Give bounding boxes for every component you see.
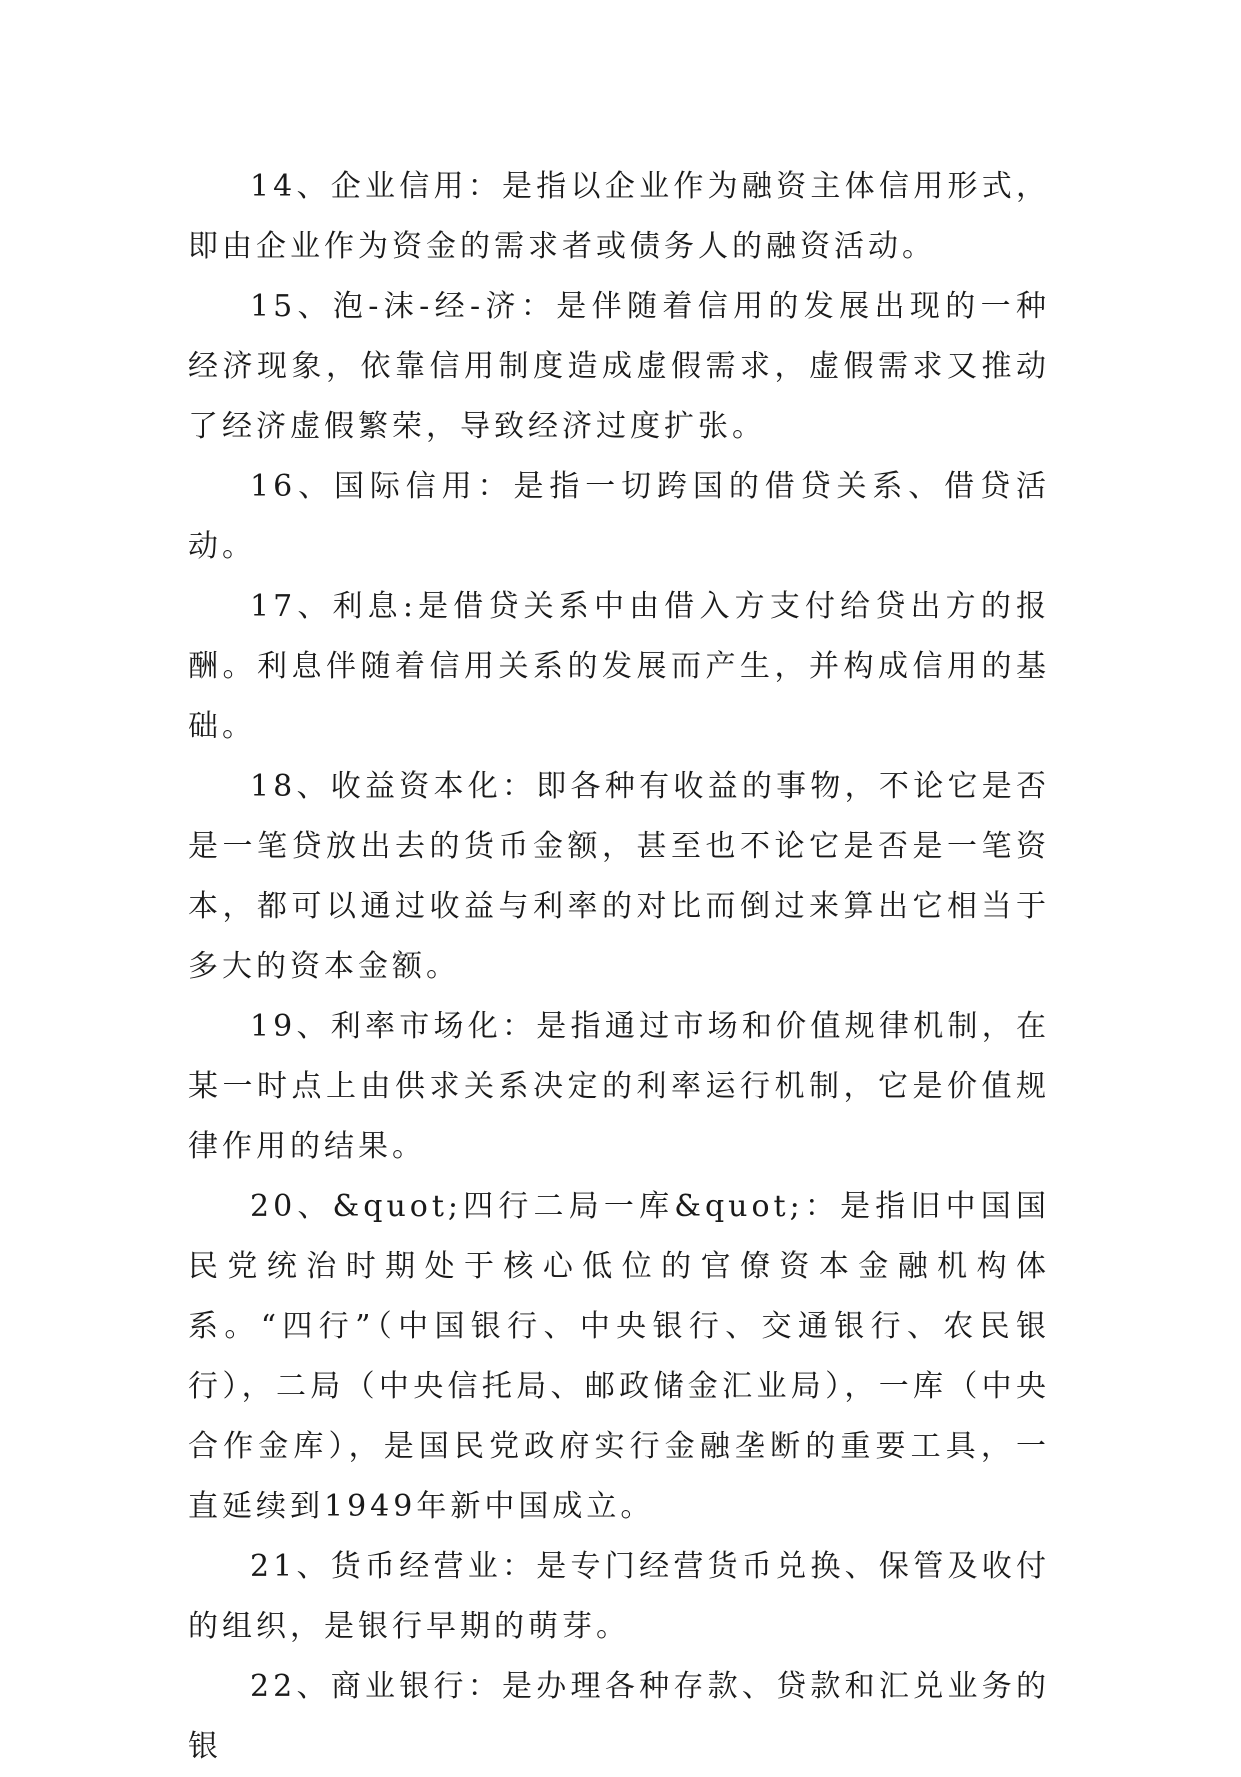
document-body: [188, 157, 1050, 1777]
paragraph-20: 20、&quot;四行二局一库&quot;：是指旧中国国民党统治时期处于核心低位的官僚资本金融机构体系。“四行”（中国银行、中央银行、交通银行、农民银行），二局（中央信托局、邮政储金汇业局），一库（中央合作金库），是国民党政府实行金融垄断的重要工具，一直延续到1949年新中国成立。: [188, 1189, 1050, 1524]
paragraph-19: 19、利率市场化：是指通过市场和价值规律机制，在某一时点上由供求关系决定的利率运行机制，它是价值规律作用的结果。: [188, 1009, 1050, 1164]
paragraph-18: 18、收益资本化：即各种有收益的事物，不论它是否是一笔贷放出去的货币金额，甚至也不论它是否是一笔资本，都可以通过收益与利率的对比而倒过来算出它相当于多大的资本金额。: [188, 769, 1050, 984]
paragraph-16: 16、国际信用：是指一切跨国的借贷关系、借贷活动。: [188, 469, 1050, 564]
paragraph-22: 22、商业银行：是办理各种存款、贷款和汇兑业务的银: [188, 1669, 1050, 1764]
paragraph-17: 17、利息:是借贷关系中由借入方支付给贷出方的报酬。利息伴随着信用关系的发展而产生，并构成信用的基础。: [188, 589, 1050, 744]
paragraph-14: 14、企业信用：是指以企业作为融资主体信用形式，即由企业作为资金的需求者或债务人的融资活动。: [188, 169, 1050, 264]
paragraph-21: 21、货币经营业：是专门经营货币兑换、保管及收付的组织，是银行早期的萌芽。: [188, 1549, 1050, 1644]
paragraph-15: 15、泡-沫-经-济：是伴随着信用的发展出现的一种经济现象，依靠信用制度造成虚假需求，虚假需求又推动了经济虚假繁荣，导致经济过度扩张。: [188, 289, 1050, 444]
